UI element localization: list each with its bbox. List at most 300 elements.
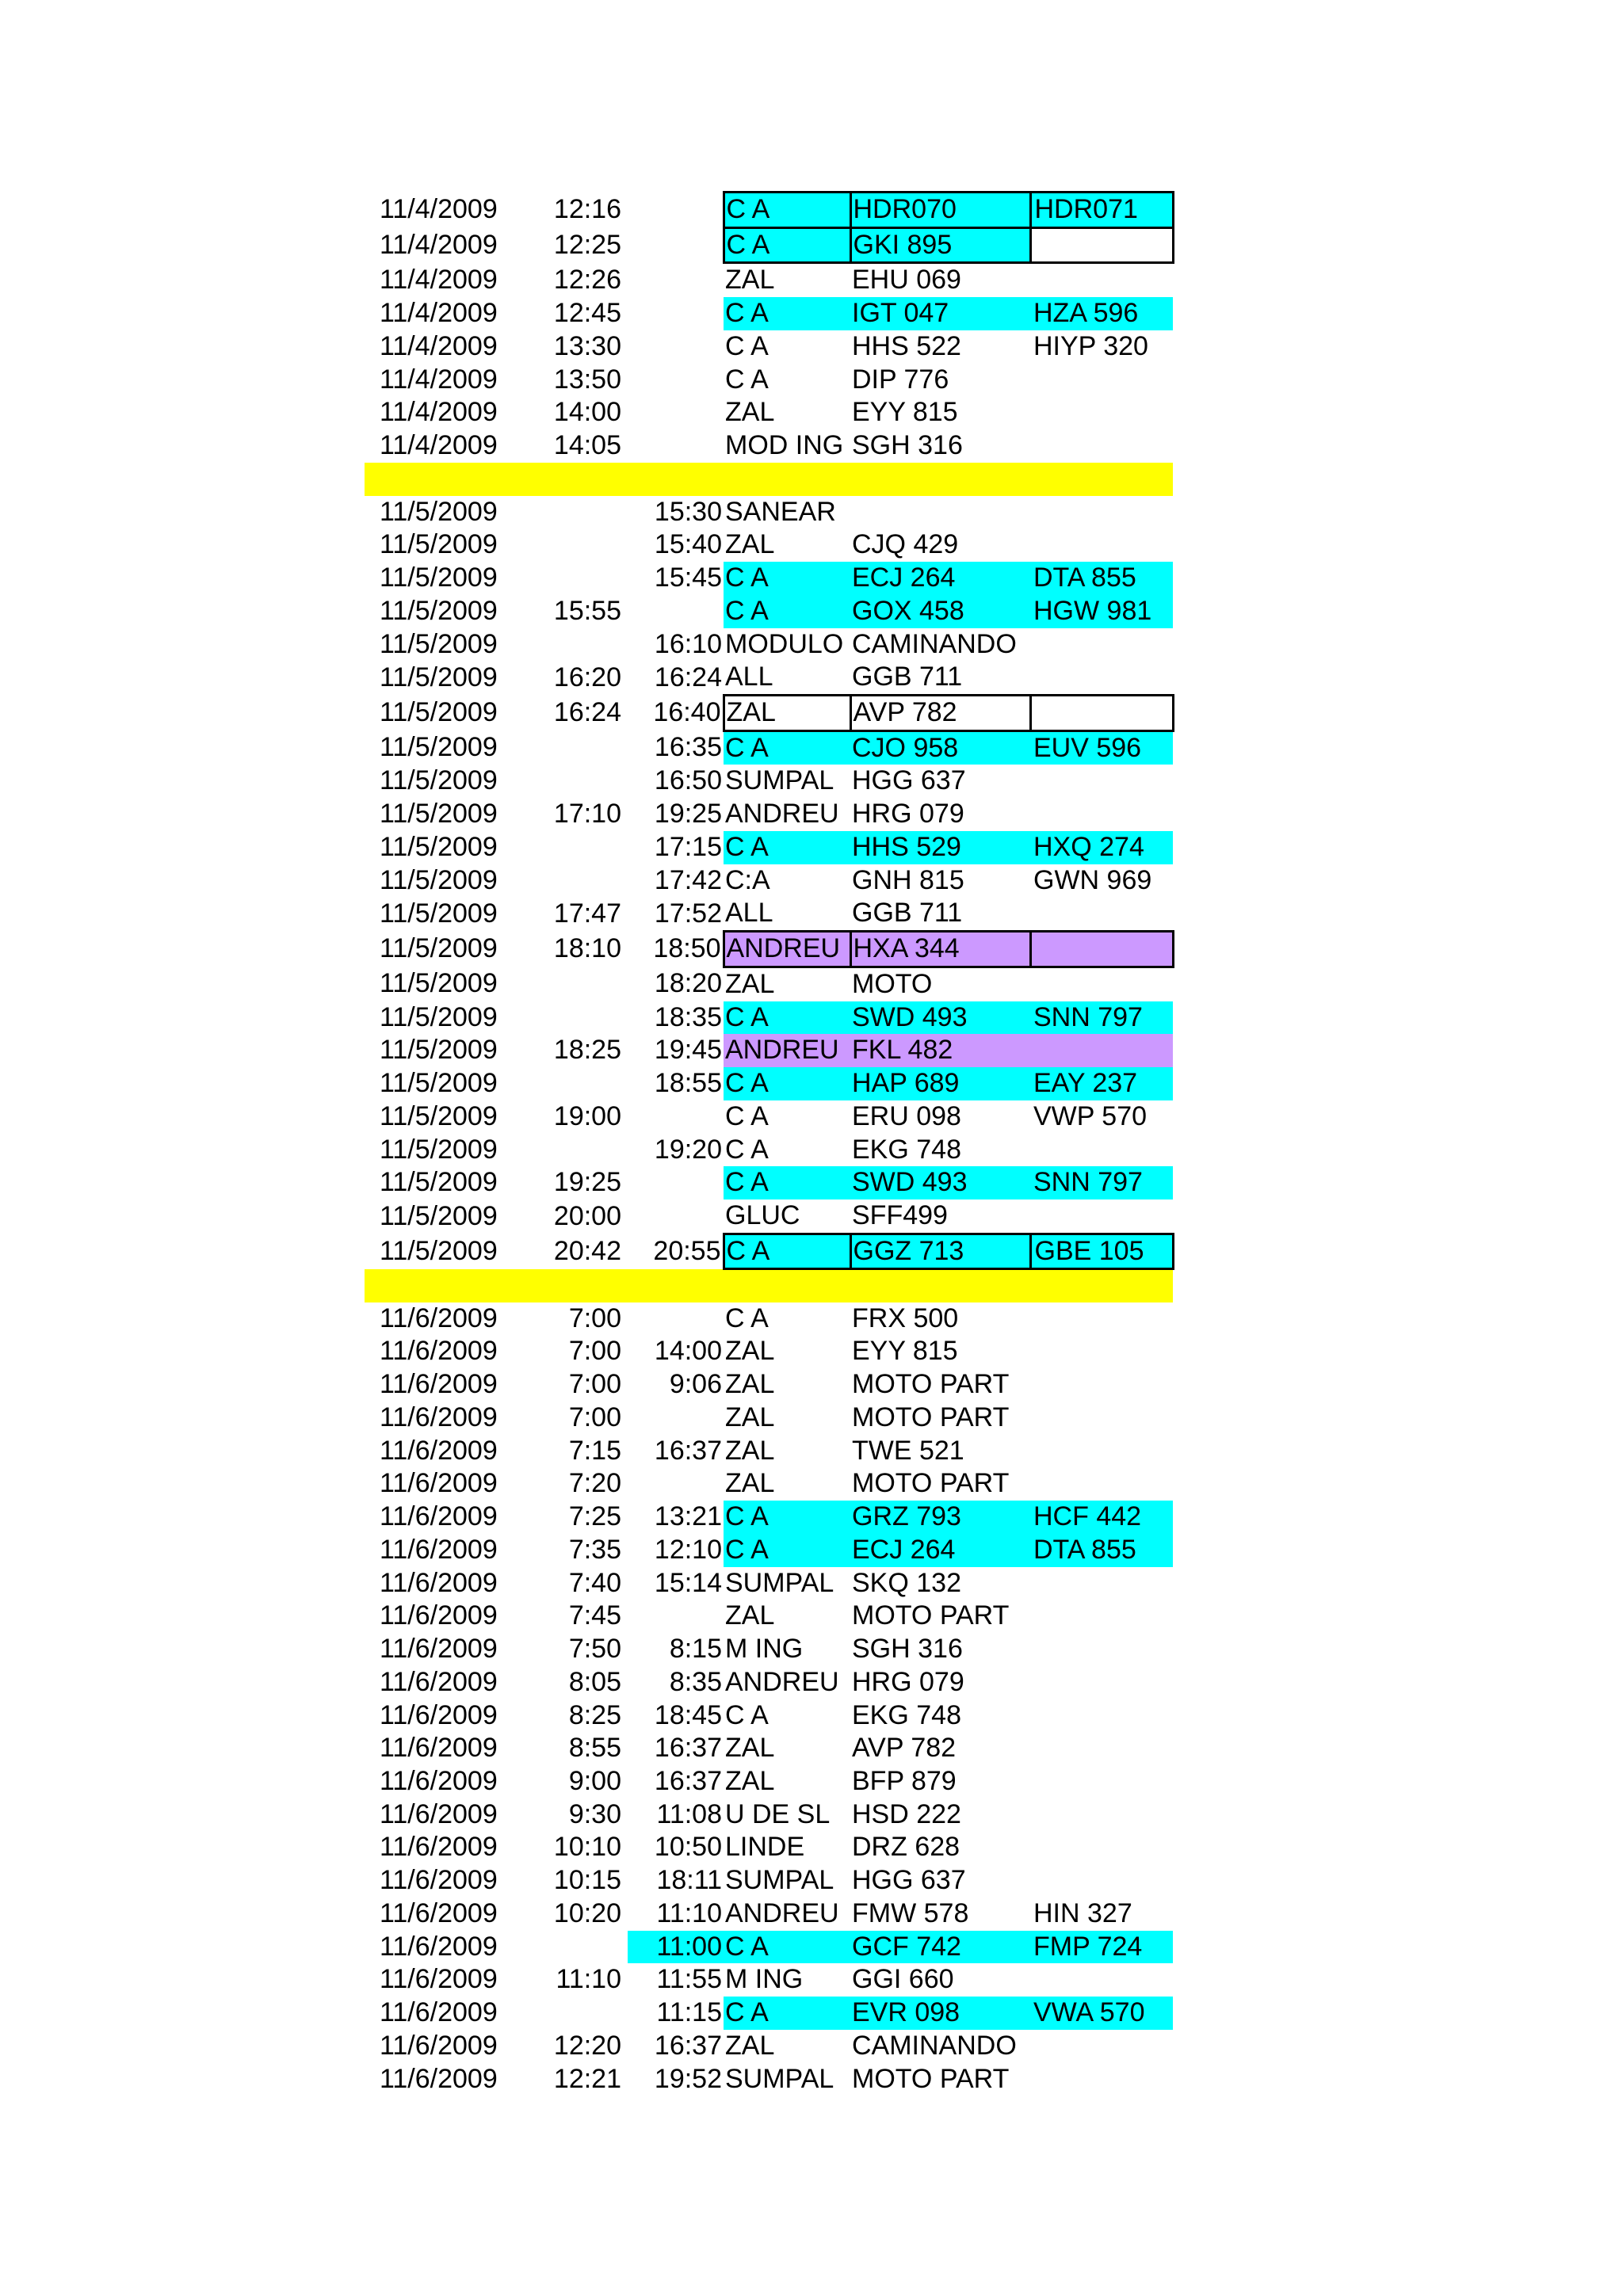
start-time-cell: 7:00	[568, 1402, 621, 1432]
start-time-cell: 15:55	[553, 595, 621, 626]
table-row	[365, 661, 1173, 695]
type-cell: ANDREU	[725, 1897, 839, 1928]
table-row	[365, 1798, 1173, 1832]
date-cell	[365, 1798, 529, 1832]
type-cell: ANDREU	[725, 1666, 839, 1697]
start-time-cell	[529, 1931, 628, 1964]
type-cell: C A	[724, 1534, 850, 1567]
plate-cell: HRG 079	[852, 799, 964, 830]
start-time-cell: 16:24	[553, 697, 621, 727]
type-cell: ZAL	[725, 1369, 775, 1400]
plate2-cell: FMP 724	[1030, 1931, 1173, 1964]
date-text: 11/5/2009	[380, 1200, 498, 1231]
end-time-cell: 8:15	[669, 1634, 722, 1665]
date-text: 11/4/2009	[380, 194, 498, 224]
date-text: 11/4/2009	[380, 330, 498, 361]
table-row	[365, 1100, 1173, 1134]
type-cell: C A	[725, 1699, 769, 1730]
type-cell: ZAL	[725, 397, 775, 428]
start-time-cell: 20:42	[553, 1235, 621, 1266]
type-cell: ZAL	[725, 1765, 775, 1796]
date-cell	[365, 1864, 529, 1897]
date-cell	[365, 297, 529, 330]
plate-cell: MOTO PART	[852, 1369, 1010, 1400]
date-cell	[365, 967, 529, 1001]
date-text: 11/6/2009	[380, 1567, 498, 1598]
plate-cell: EKG 748	[852, 1699, 961, 1730]
separator-cell	[724, 463, 850, 496]
start-time-cell: 18:10	[553, 933, 621, 964]
end-time-cell	[628, 193, 724, 228]
plate2-cell	[1030, 263, 1173, 297]
table-row	[365, 1134, 1173, 1167]
table-row	[365, 696, 1173, 731]
plate2-cell	[1030, 1831, 1173, 1864]
plate-cell: MOTO PART	[852, 2063, 1010, 2094]
table-row	[365, 1864, 1173, 1897]
type-cell: ZAL	[725, 1402, 775, 1432]
table-row	[365, 227, 1173, 263]
start-time-cell: 12:45	[553, 298, 621, 329]
type-cell: ZAL	[725, 1468, 775, 1499]
date-text: 11/6/2009	[380, 1501, 498, 1532]
date-cell	[365, 831, 529, 864]
start-time-cell: 7:25	[568, 1501, 621, 1532]
end-time-cell: 18:20	[654, 968, 722, 999]
type-cell: ZAL	[725, 265, 775, 296]
plate2-cell: GWN 969	[1033, 864, 1152, 895]
date-cell	[365, 496, 529, 529]
plate-cell: SGH 316	[852, 1634, 963, 1665]
end-time-cell: 19:25	[654, 799, 722, 830]
table-row	[365, 1699, 1173, 1733]
plate2-cell	[1030, 364, 1173, 397]
table-row	[365, 1199, 1173, 1234]
date-cell	[365, 364, 529, 397]
date-cell	[365, 1567, 529, 1600]
start-time-cell	[529, 562, 628, 595]
table-row	[365, 364, 1173, 397]
plate-cell: ECJ 264	[850, 562, 1030, 595]
end-time-cell	[628, 330, 724, 364]
plate2-cell	[1030, 1798, 1173, 1832]
end-time-cell: 11:08	[656, 1798, 722, 1829]
end-time-cell: 9:06	[669, 1369, 722, 1400]
plate2-cell	[1030, 1435, 1173, 1468]
type-cell: C A	[724, 595, 850, 628]
date-cell	[365, 562, 529, 595]
plate2-cell: VWP 570	[1033, 1100, 1148, 1131]
start-time-cell: 18:25	[553, 1035, 621, 1066]
date-text: 11/5/2009	[380, 529, 498, 560]
type-cell: SUMPAL	[725, 765, 834, 796]
start-time-cell: 8:25	[568, 1699, 621, 1730]
end-time-cell	[628, 429, 724, 463]
date-text: 11/5/2009	[380, 1134, 498, 1165]
plate-cell: ECJ 264	[850, 1534, 1030, 1567]
date-text: 11/6/2009	[380, 1897, 498, 1928]
type-cell: ZAL	[725, 2030, 775, 2061]
plate2-cell	[1030, 496, 1173, 529]
date-cell	[365, 330, 529, 364]
start-time-cell: 12:26	[553, 264, 621, 295]
date-cell	[365, 798, 529, 831]
table-row	[365, 2030, 1173, 2063]
start-time-cell	[529, 967, 628, 1001]
table-row	[365, 1234, 1173, 1269]
date-text: 11/5/2009	[380, 697, 498, 727]
date-cell	[365, 2063, 529, 2096]
date-text: 11/4/2009	[380, 229, 498, 260]
start-time-cell: 16:20	[553, 662, 621, 693]
end-time-cell	[628, 1166, 724, 1199]
plate-cell: SKQ 132	[852, 1567, 961, 1598]
type-cell: C A	[724, 1166, 850, 1199]
plate2-cell	[1030, 1402, 1173, 1435]
end-time-cell: 18:35	[654, 1001, 722, 1032]
plate-cell: HRG 079	[852, 1666, 964, 1697]
plate2-cell	[1030, 227, 1173, 263]
date-cell	[365, 1166, 529, 1199]
date-text: 11/6/2009	[380, 1997, 498, 2028]
date-text: 11/6/2009	[380, 1765, 498, 1796]
date-cell	[365, 1997, 529, 2030]
date-text: 11/6/2009	[380, 1302, 498, 1333]
table-row	[365, 1931, 1173, 1964]
date-cell	[365, 1234, 529, 1269]
end-time-cell: 18:50	[653, 933, 721, 964]
plate-cell: GGB 711	[852, 898, 963, 929]
type-cell: ZAL	[725, 1336, 775, 1367]
table-row	[365, 2063, 1173, 2096]
plate-cell: HHS 529	[850, 831, 1030, 864]
end-time-cell	[628, 364, 724, 397]
table-row	[365, 1368, 1173, 1402]
plate-cell: CAMINANDO	[852, 2030, 1017, 2061]
date-cell	[365, 661, 529, 695]
date-cell	[365, 1666, 529, 1699]
date-cell	[365, 429, 529, 463]
type-cell: C A	[724, 193, 850, 228]
type-cell: ANDREU	[725, 799, 839, 830]
end-time-cell: 17:42	[654, 864, 722, 895]
start-time-cell: 17:10	[553, 799, 621, 830]
date-cell	[365, 1633, 529, 1666]
type-cell: GLUC	[725, 1200, 800, 1231]
start-time-cell	[529, 765, 628, 798]
plate-cell: GOX 458	[850, 595, 1030, 628]
plate2-cell	[1030, 1600, 1173, 1633]
end-time-cell	[628, 1302, 724, 1336]
plate-cell: EHU 069	[852, 265, 961, 296]
end-time-cell: 16:37	[654, 1435, 722, 1466]
end-time-cell: 16:50	[654, 765, 722, 796]
date-text: 11/6/2009	[380, 1865, 498, 1896]
date-cell	[365, 864, 529, 898]
date-text: 11/5/2009	[380, 1167, 498, 1198]
end-time-cell	[628, 1100, 724, 1134]
date-cell	[365, 193, 529, 228]
table-row	[365, 396, 1173, 429]
end-time-cell: 8:35	[669, 1666, 722, 1697]
date-cell	[365, 1501, 529, 1534]
plate2-cell	[1030, 1567, 1173, 1600]
date-cell	[365, 1765, 529, 1798]
separator-cell	[529, 463, 628, 496]
table-row	[365, 263, 1173, 297]
end-time-cell: 17:52	[654, 898, 722, 929]
date-text: 11/5/2009	[380, 933, 498, 964]
type-cell: ANDREU	[724, 1034, 850, 1067]
table-row	[365, 1534, 1173, 1567]
start-time-cell	[529, 1067, 628, 1100]
type-cell: SUMPAL	[725, 1865, 834, 1896]
plate2-cell	[1030, 1134, 1173, 1167]
type-cell: C A	[724, 730, 850, 765]
date-text: 11/6/2009	[380, 1468, 498, 1499]
type-cell: C A	[725, 1134, 769, 1165]
date-cell	[365, 595, 529, 628]
start-time-cell: 11:10	[556, 1964, 621, 1995]
date-text: 11/6/2009	[380, 1435, 498, 1466]
type-cell: C A	[725, 1302, 769, 1333]
end-time-cell: 19:52	[654, 2063, 722, 2094]
plate2-cell	[1030, 798, 1173, 831]
plate-cell: GRZ 793	[850, 1501, 1030, 1534]
table-row	[365, 1831, 1173, 1864]
table-row	[365, 1302, 1173, 1336]
plate-cell: MOTO PART	[852, 1402, 1010, 1432]
end-time-cell: 15:40	[654, 529, 722, 560]
date-cell	[365, 1402, 529, 1435]
separator-cell	[850, 1269, 1030, 1302]
date-cell	[365, 696, 529, 731]
date-cell	[365, 1897, 529, 1931]
type-cell: C A	[724, 1931, 850, 1964]
plate-cell: FKL 482	[850, 1034, 1030, 1067]
plate2-cell: VWA 570	[1030, 1997, 1173, 2030]
plate-cell: CJQ 429	[852, 529, 959, 560]
plate-cell: EKG 748	[852, 1134, 961, 1165]
start-time-cell: 10:10	[553, 1832, 621, 1863]
start-time-cell	[529, 1997, 628, 2030]
end-time-cell: 14:00	[654, 1336, 722, 1367]
end-time-cell: 11:55	[656, 1964, 722, 1995]
start-time-cell: 9:30	[568, 1798, 621, 1829]
plate2-cell	[1030, 1034, 1173, 1067]
date-text: 11/5/2009	[380, 1100, 498, 1131]
start-time-cell: 7:50	[568, 1634, 621, 1665]
plate2-cell	[1030, 1335, 1173, 1368]
plate2-cell: SNN 797	[1030, 1166, 1173, 1199]
date-text: 11/5/2009	[380, 496, 498, 527]
end-time-cell: 16:35	[654, 731, 722, 762]
start-time-cell: 19:00	[553, 1100, 621, 1131]
start-time-cell: 7:40	[568, 1567, 621, 1598]
table-row	[365, 1633, 1173, 1666]
date-text: 11/6/2009	[380, 1402, 498, 1432]
end-time-cell: 16:37	[654, 1765, 722, 1796]
type-cell: U DE SL	[725, 1798, 831, 1829]
date-text: 11/6/2009	[380, 1931, 498, 1962]
day-separator-row	[365, 463, 1173, 496]
plate-cell: TWE 521	[852, 1435, 964, 1466]
plate-cell: EYY 815	[852, 1336, 958, 1367]
date-cell	[365, 1435, 529, 1468]
plate-cell: HAP 689	[850, 1067, 1030, 1100]
date-cell	[365, 765, 529, 798]
plate2-cell	[1030, 1467, 1173, 1501]
plate2-cell	[1030, 1765, 1173, 1798]
plate-cell: HHS 522	[852, 330, 961, 361]
date-text: 11/6/2009	[380, 1832, 498, 1863]
type-cell: C:A	[725, 864, 770, 895]
type-cell: C A	[724, 831, 850, 864]
date-cell	[365, 1001, 529, 1035]
date-text: 11/4/2009	[380, 430, 498, 461]
date-cell	[365, 227, 529, 263]
date-text: 11/4/2009	[380, 264, 498, 295]
start-time-cell: 10:15	[553, 1865, 621, 1896]
date-text: 11/5/2009	[380, 628, 498, 659]
start-time-cell: 8:05	[568, 1666, 621, 1697]
start-time-cell	[529, 1134, 628, 1167]
end-time-cell: 12:10	[654, 1534, 722, 1565]
start-time-cell: 20:00	[553, 1200, 621, 1231]
plate2-cell	[1030, 1633, 1173, 1666]
separator-cell	[850, 463, 1030, 496]
table-row	[365, 932, 1173, 967]
start-time-cell: 8:55	[568, 1733, 621, 1764]
plate2-cell: HGW 981	[1030, 595, 1173, 628]
start-time-cell: 13:30	[553, 330, 621, 361]
end-time-cell: 18:45	[654, 1699, 722, 1730]
date-cell	[365, 730, 529, 765]
date-text: 11/5/2009	[380, 1068, 498, 1099]
date-cell	[365, 396, 529, 429]
date-text: 11/5/2009	[380, 731, 498, 762]
table-row	[365, 967, 1173, 1001]
start-time-cell	[529, 628, 628, 662]
date-text: 11/6/2009	[380, 2030, 498, 2061]
start-time-cell: 12:25	[553, 229, 621, 260]
start-time-cell: 19:25	[553, 1167, 621, 1198]
table-row	[365, 1501, 1173, 1534]
type-cell: ZAL	[725, 1600, 775, 1631]
plate2-cell	[1030, 661, 1173, 695]
separator-cell	[1030, 463, 1173, 496]
plate2-cell	[1030, 628, 1173, 662]
start-time-cell	[529, 730, 628, 765]
plate2-cell: DTA 855	[1030, 1534, 1173, 1567]
table-row	[365, 798, 1173, 831]
start-time-cell: 12:16	[553, 194, 621, 224]
table-row	[365, 496, 1173, 529]
day-separator-row	[365, 1269, 1173, 1302]
type-cell: LINDE	[725, 1832, 805, 1863]
table-row	[365, 330, 1173, 364]
plate-cell: MOTO PART	[852, 1600, 1010, 1631]
table-row	[365, 1732, 1173, 1765]
type-cell: SUMPAL	[725, 2063, 834, 2094]
table-row	[365, 193, 1173, 228]
end-time-cell	[628, 1199, 724, 1234]
date-cell	[365, 1534, 529, 1567]
start-time-cell: 7:20	[568, 1468, 621, 1499]
end-time-cell	[628, 227, 724, 263]
plate-cell: AVP 782	[850, 696, 1030, 731]
start-time-cell: 12:20	[553, 2030, 621, 2061]
date-text: 11/5/2009	[380, 1035, 498, 1066]
plate2-cell	[1030, 967, 1173, 1001]
type-cell: M ING	[725, 1964, 804, 1995]
end-time-cell: 16:10	[654, 628, 722, 659]
schedule-body	[365, 193, 1173, 2096]
table-row	[365, 1567, 1173, 1600]
date-text: 11/5/2009	[380, 1001, 498, 1032]
date-cell	[365, 1931, 529, 1964]
table-row	[365, 897, 1173, 931]
plate2-cell	[1030, 1699, 1173, 1733]
plate2-cell	[1030, 932, 1173, 967]
plate-cell: SWD 493	[850, 1001, 1030, 1035]
plate-cell: BFP 879	[852, 1765, 957, 1796]
date-text: 11/4/2009	[380, 397, 498, 428]
date-text: 11/6/2009	[380, 1798, 498, 1829]
plate-cell: ERU 098	[852, 1100, 961, 1131]
start-time-cell	[529, 496, 628, 529]
separator-cell	[365, 1269, 529, 1302]
table-row	[365, 1963, 1173, 1997]
plate2-cell: HDR071	[1030, 193, 1173, 228]
date-cell	[365, 1368, 529, 1402]
type-cell: ZAL	[725, 529, 775, 560]
end-time-cell: 16:40	[653, 697, 721, 727]
separator-cell	[365, 463, 529, 496]
date-text: 11/5/2009	[380, 864, 498, 895]
date-text: 11/5/2009	[380, 662, 498, 693]
start-time-cell	[529, 1001, 628, 1035]
start-time-cell: 7:45	[568, 1600, 621, 1631]
type-cell: M ING	[725, 1634, 804, 1665]
date-cell	[365, 1699, 529, 1733]
plate2-cell	[1030, 2063, 1173, 2096]
plate2-cell	[1030, 1368, 1173, 1402]
type-cell: ZAL	[725, 1733, 775, 1764]
date-text: 11/5/2009	[380, 1235, 498, 1266]
date-text: 11/4/2009	[380, 364, 498, 395]
plate2-cell	[1030, 1199, 1173, 1234]
date-text: 11/5/2009	[380, 831, 498, 862]
plate2-cell	[1030, 429, 1173, 463]
date-text: 11/5/2009	[380, 563, 498, 593]
table-row	[365, 1997, 1173, 2030]
start-time-cell: 7:15	[568, 1435, 621, 1466]
plate-cell: MOTO PART	[852, 1468, 1010, 1499]
date-cell	[365, 2030, 529, 2063]
schedule-table	[365, 191, 1174, 2096]
type-cell: SUMPAL	[725, 1567, 834, 1598]
end-time-cell: 16:37	[654, 1733, 722, 1764]
plate-cell: CAMINANDO	[852, 628, 1017, 659]
type-cell: C A	[725, 330, 769, 361]
start-time-cell: 7:00	[568, 1336, 621, 1367]
plate2-cell: HIYP 320	[1033, 330, 1148, 361]
plate2-cell	[1030, 1963, 1173, 1997]
separator-cell	[724, 1269, 850, 1302]
date-text: 11/6/2009	[380, 1699, 498, 1730]
table-row	[365, 831, 1173, 864]
